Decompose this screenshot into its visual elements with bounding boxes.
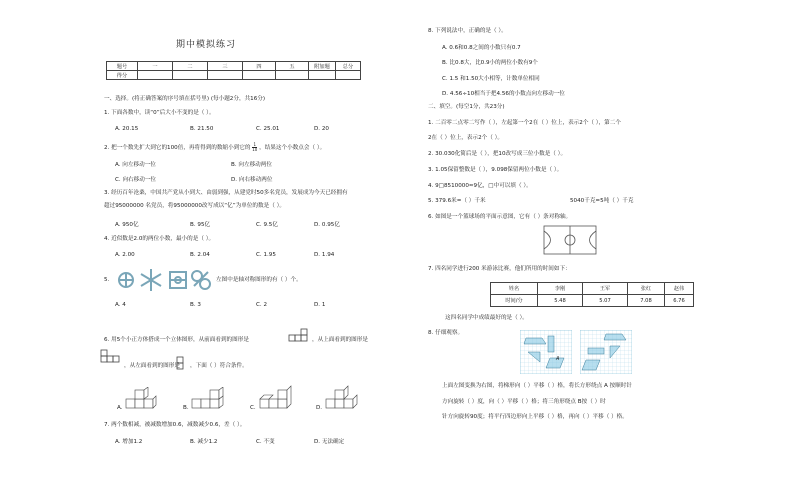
q2-option-b[interactable]: B. 向左移动两位 xyxy=(231,162,272,168)
q6-option-a[interactable]: A. xyxy=(117,405,123,411)
q4-option-c[interactable]: C. 1.95 xyxy=(256,252,276,258)
page-title: 期中模拟练习 xyxy=(176,40,237,50)
score-cell[interactable] xyxy=(243,71,276,80)
q5-option-b[interactable]: B. 3 xyxy=(190,302,201,308)
fill7: 7. 四名同学进行200 米游泳比赛，他们所用的时间如下： xyxy=(428,266,571,272)
q4-option-b[interactable]: B. 2.04 xyxy=(190,252,210,258)
fill1-line1: 1. 二百零二点零二写作（ ），左起第一个2在（ ）位上，表示2个（ ），第二个 xyxy=(428,120,621,126)
fill2: 2. 30.030化简后是（ ），把10改写成三位小数是（ ）。 xyxy=(428,151,567,157)
score-table-header-row xyxy=(107,62,361,71)
q2-stem-start: 2. 把一个数先扩大到它的100倍，再将得到的数缩小到它的 xyxy=(104,145,251,151)
q3-option-a[interactable]: A. 950亿 xyxy=(115,222,139,228)
q1-stem: 1. 下面各数中，读“0”后大小不变的是（ ）。 xyxy=(104,110,215,116)
q1-option-c[interactable]: C. 25.01 xyxy=(256,126,280,132)
q6-option-b-figure xyxy=(190,387,230,413)
score-cell[interactable] xyxy=(276,71,309,80)
score-header-cell: 总分 xyxy=(336,62,361,71)
q2-fraction-num: 1 xyxy=(253,142,257,147)
q1-option-a[interactable]: A. 20.15 xyxy=(115,126,139,132)
q1-option-d[interactable]: D. 20 xyxy=(314,126,329,132)
fill3: 3. 1.05保留整数是（ ），9.098保留两位小数是（ ）。 xyxy=(428,167,563,173)
transform-grid-left xyxy=(520,330,572,374)
fill1-line2: 2在（ ）位上，表示2个（ ）。 xyxy=(428,135,503,141)
score-cell[interactable] xyxy=(173,71,208,80)
swim-header-cell: 李刚 xyxy=(538,283,583,295)
q2-stem xyxy=(104,143,325,152)
q8-option-d[interactable]: D. 4.56÷10相当于把4.56的小数点向左移动一位 xyxy=(442,91,565,97)
swim-header-cell: 赵伟 xyxy=(665,283,694,295)
q2-option-a[interactable]: A. 向左移动一位 xyxy=(115,162,156,168)
q3-option-d[interactable]: D. 0.95亿 xyxy=(314,222,340,228)
score-header-cell: 三 xyxy=(208,62,243,71)
q6-stem2-end: ，下面（ ）符合条件。 xyxy=(190,363,248,369)
fill8-line1: 上面左图变换为右图，将梯形向（ ）平移（ ）格，将长方形绕点 A 按顺时针 xyxy=(442,383,632,389)
q2-fraction xyxy=(252,143,257,152)
q5-stem: 左图中是轴对称图形的有（ ）个。 xyxy=(216,277,302,283)
figure-pattern-icon xyxy=(170,272,186,288)
score-cell[interactable] xyxy=(336,71,361,80)
score-table-row xyxy=(107,71,361,80)
swim-cell: 5.48 xyxy=(538,295,583,307)
section1-heading: 一、选择。(将正确答案的序号填在括号里) (每小题2分，共16分) xyxy=(104,96,266,102)
q6-top-view-icon xyxy=(100,349,122,363)
q5-option-c[interactable]: C. 2 xyxy=(256,302,268,308)
swim-header-cell: 王军 xyxy=(583,283,628,295)
swim-table-row xyxy=(491,295,694,307)
q6-option-c[interactable]: C. xyxy=(250,405,256,411)
score-header-cell: 五 xyxy=(276,62,309,71)
swim-header-cell: 姓名 xyxy=(491,283,538,295)
q6-stem2: ，从左面看到的图形是 xyxy=(124,363,180,369)
q6-option-d-figure xyxy=(324,385,358,413)
fill7-end: 这四名同学中成绩最好的是（ ）。 xyxy=(445,315,528,321)
q6-stem-mid: ，从上面看到的图形是 xyxy=(312,337,368,343)
q6-option-d[interactable]: D. xyxy=(316,405,323,411)
point-a-label: A xyxy=(556,356,560,362)
q8-option-b[interactable]: B. 比0.8大，比0.9小的两位小数有9个 xyxy=(442,60,538,66)
q4-stem: 4. 近似数是2.0的两位小数，最小的是（ ）。 xyxy=(104,236,215,242)
fill8-line3: 针方向旋转90度；将平行四边形向上平移（ ）格，再向（ ）平移（ ）格。 xyxy=(442,414,628,420)
swim-cell: 5.07 xyxy=(583,295,628,307)
fill8-line2: 方向旋转（ ）度，向（ ）平移（ ）格；将三角形绕点 B按（ ）时 xyxy=(442,399,606,405)
fill4: 4. 9□8510000≈9亿，□中可以填（ ）。 xyxy=(428,183,532,189)
q6-left-view-icon xyxy=(176,356,188,370)
q7-option-a[interactable]: A. 增加1.2 xyxy=(115,439,143,445)
q8-option-c[interactable]: C. 1.5 和1.50大小相等，计数单位相同 xyxy=(442,76,540,82)
swim-cell: 7.08 xyxy=(628,295,665,307)
swim-table-header-row xyxy=(491,283,694,295)
q2-option-d[interactable]: D. 向右移动两位 xyxy=(231,177,273,183)
q7-option-d[interactable]: D. 无法确定 xyxy=(314,439,345,445)
figure-knot-icon xyxy=(119,273,133,287)
q6-option-a-figure xyxy=(124,387,158,413)
figure-chain-icon xyxy=(192,271,210,289)
score-header-cell: 附加题 xyxy=(309,62,336,71)
q6-front-view-icon xyxy=(288,325,310,345)
swim-cell: 6.76 xyxy=(665,295,694,307)
score-header-cell: 题号 xyxy=(107,62,138,71)
score-header-cell: 二 xyxy=(173,62,208,71)
fill5-part1: 5. 379.6米=（ ）千米 xyxy=(428,198,486,204)
score-row-label: 得分 xyxy=(107,71,138,80)
swim-times-table xyxy=(490,282,694,307)
q8-option-a[interactable]: A. 0.6和0.8之间的小数只有0.7 xyxy=(442,45,521,51)
q7-option-c[interactable]: C. 不变 xyxy=(256,439,275,445)
transform-grid-right xyxy=(580,330,632,374)
swim-row-label: 时间/分 xyxy=(491,295,538,307)
q8-stem: 8. 下列说法中，正确的是（ ）。 xyxy=(428,28,507,34)
score-table xyxy=(106,61,361,80)
q4-option-d[interactable]: D. 1.94 xyxy=(314,252,335,258)
section2-heading: 二、填空。(每空1分，共23分) xyxy=(428,104,505,110)
q3-option-b[interactable]: B. 95亿 xyxy=(190,222,211,228)
score-cell[interactable] xyxy=(138,71,173,80)
q3-option-c[interactable]: C. 9.5亿 xyxy=(256,222,278,228)
q5-figures xyxy=(114,266,214,294)
q7-option-b[interactable]: B. 减少1.2 xyxy=(190,439,218,445)
q6-option-b[interactable]: B. xyxy=(183,405,189,411)
basketball-court-figure xyxy=(543,225,597,255)
q2-option-c[interactable]: C. 向右移动一位 xyxy=(115,177,157,183)
q4-option-a[interactable]: A. 2.00 xyxy=(115,252,135,258)
q6-option-c-figure xyxy=(258,385,292,413)
score-cell[interactable] xyxy=(208,71,243,80)
swim-header-cell: 张红 xyxy=(628,283,665,295)
fill6: 6. 如图是一个篮球场的平面示意图，它有（ ）条对称轴。 xyxy=(428,214,572,220)
q5-option-d[interactable]: D. 1 xyxy=(314,302,326,308)
q3-line1: 3. 经历百年沧桑，中国共产党从小到大、由弱到强，从建党时50多名党员，发展成为今天已经拥有 xyxy=(104,190,348,196)
q7-stem: 7. 两个数相减，被减数增加0.6，减数减少0.6，差（ ）。 xyxy=(104,422,246,428)
score-cell[interactable] xyxy=(309,71,336,80)
score-header-cell: 四 xyxy=(243,62,276,71)
q6-stem: 6. 用5个小正方体搭成一个立体图形，从前面看到的图形是 xyxy=(104,337,249,343)
q5-number: 5. xyxy=(104,277,110,283)
q1-option-b[interactable]: B. 21.50 xyxy=(190,126,214,132)
fill5-part2: 5040千克=5吨（ ）千克 xyxy=(570,198,634,204)
q5-option-a[interactable]: A. 4 xyxy=(115,302,126,308)
fill8: 8. 仔细观察。 xyxy=(428,330,464,336)
q2-stem-end: ，结果这个小数点会（ ）。 xyxy=(259,145,326,151)
q3-line2: 超过95000000 名党员，将95000000改写成以“亿”为单位的数是（ ）。 xyxy=(104,203,285,209)
q2-fraction-den: 10 xyxy=(252,147,258,152)
figure-snowflake-icon xyxy=(141,269,161,291)
score-header-cell: 一 xyxy=(138,62,173,71)
